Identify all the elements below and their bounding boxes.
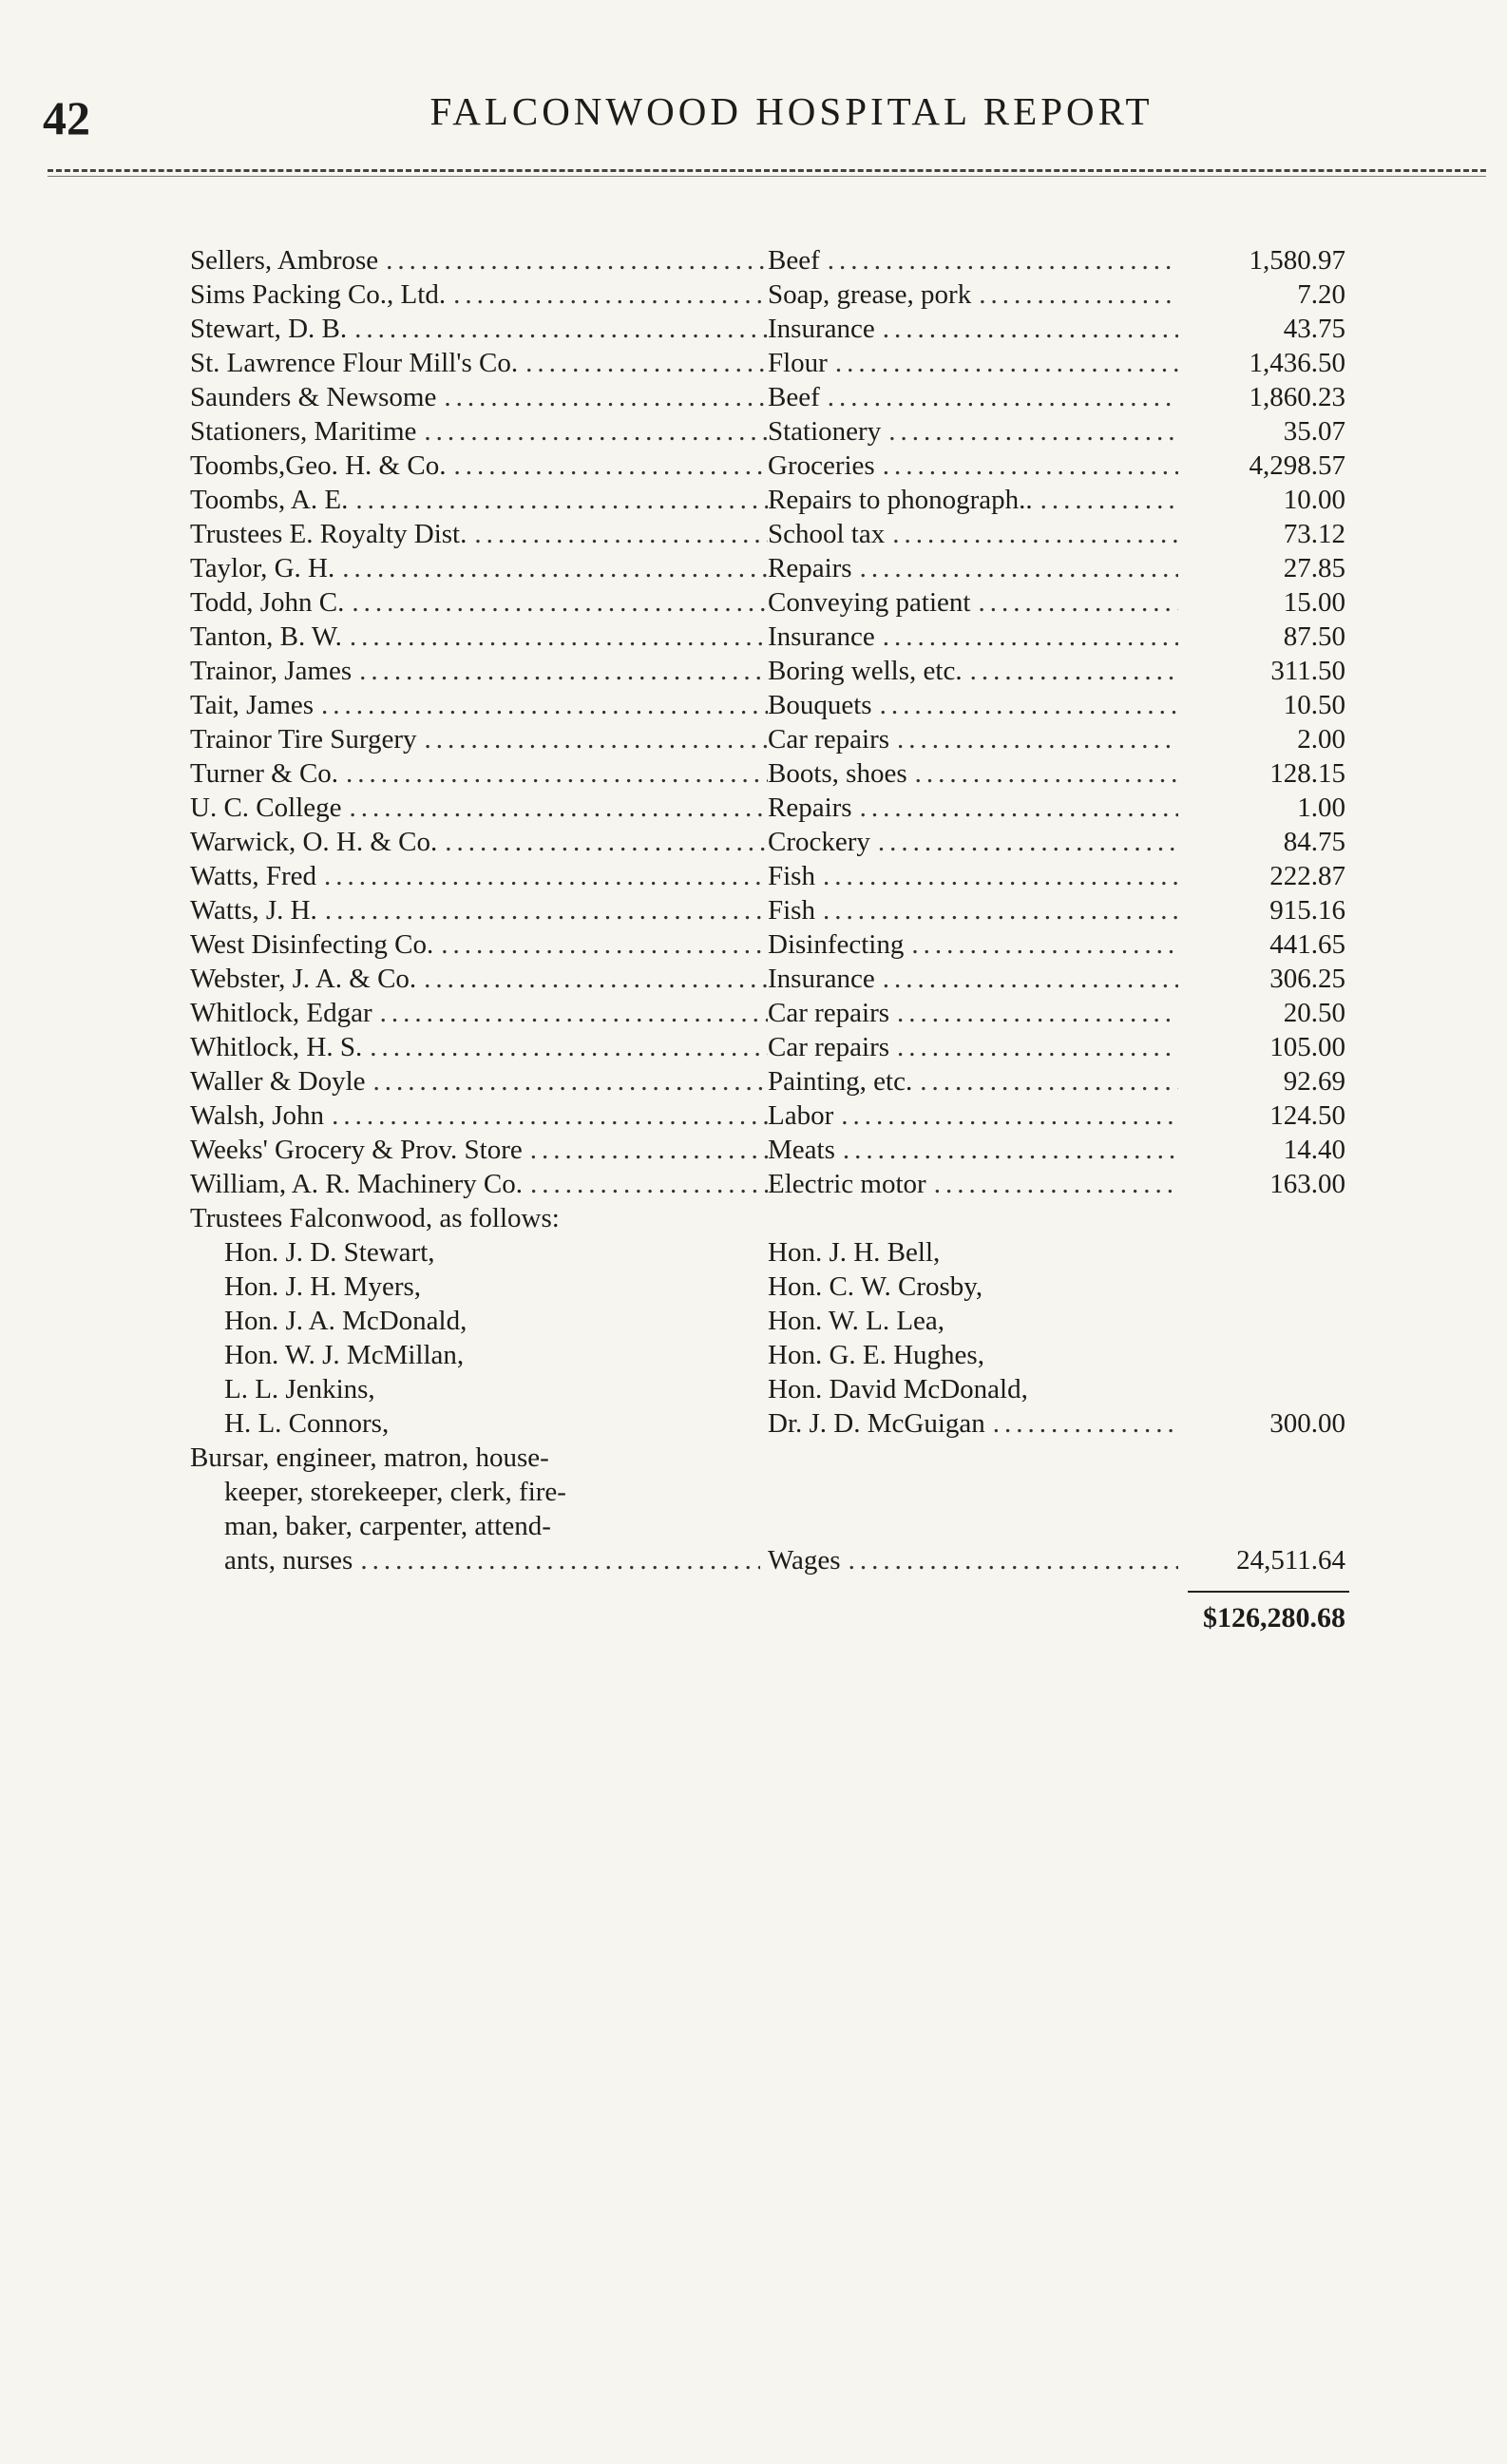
- payee-name: Watts, Fred: [190, 861, 316, 891]
- payee-name: William, A. R. Machinery Co.: [190, 1169, 524, 1199]
- leader-dots: [359, 654, 768, 688]
- leader-dots: [860, 791, 1178, 825]
- item-description: Insurance: [768, 621, 875, 652]
- payee-cell: [190, 756, 768, 791]
- payee-name: U. C. College: [190, 793, 342, 823]
- payee-cell: [190, 1133, 768, 1167]
- leader-dots: [979, 277, 1178, 312]
- payee-cell: [190, 688, 768, 722]
- item-description: Crockery: [768, 827, 870, 857]
- wages-description-line: keeper, storekeeper, clerk, fire-: [224, 1477, 566, 1507]
- amount-cell: 43.75: [1283, 314, 1345, 344]
- trustees-heading: Trustees Falconwood, as follows:: [190, 1203, 560, 1233]
- item-description: Insurance: [768, 314, 875, 344]
- trustee-name-right: Dr. J. D. McGuigan: [768, 1408, 985, 1439]
- leader-dots: [911, 927, 1178, 962]
- payee-name: Taylor, G. H.: [190, 553, 335, 583]
- payee-name: Toombs,Geo. H. & Co.: [190, 450, 447, 481]
- trustee-name-left: H. L. Connors,: [224, 1408, 390, 1439]
- ledger-row: [190, 1133, 1359, 1167]
- leader-dots: [350, 620, 768, 654]
- trustee-name-right-cell: [768, 1235, 1178, 1270]
- ledger-row: [190, 722, 1359, 756]
- leader-dots: [823, 893, 1178, 927]
- ledger-row: [190, 1030, 1359, 1064]
- amount-cell: 73.12: [1283, 519, 1345, 549]
- item-description: School tax: [768, 519, 886, 549]
- payee-name: Toombs, A. E.: [190, 485, 349, 515]
- trustee-name-right: Hon. G. E. Hughes,: [768, 1340, 984, 1370]
- payee-cell: [190, 483, 768, 517]
- payee-cell: [190, 1030, 768, 1064]
- payee-cell: [190, 449, 768, 483]
- trustee-row: [190, 1406, 1359, 1441]
- item-description: Flour: [768, 348, 828, 378]
- trustee-name-right-cell: [768, 1406, 1178, 1441]
- item-cell: [768, 791, 1178, 825]
- leader-dots: [823, 859, 1178, 893]
- ledger-row: [190, 414, 1359, 449]
- leader-dots: [424, 414, 768, 449]
- ledger-row: [190, 346, 1359, 380]
- trustee-name-left: Hon. J. H. Myers,: [224, 1271, 422, 1302]
- payee-name: Watts, J. H.: [190, 895, 317, 926]
- trustee-name-right: Hon. J. H. Bell,: [768, 1237, 941, 1268]
- ledger-row: [190, 243, 1359, 277]
- ledger-row: [190, 893, 1359, 927]
- leader-dots: [828, 243, 1178, 277]
- trustee-name-left: L. L. Jenkins,: [224, 1374, 375, 1404]
- item-cell: [768, 859, 1178, 893]
- item-description: Bouquets: [768, 690, 872, 720]
- ledger-entries: [190, 243, 1359, 1201]
- item-cell: [768, 312, 1178, 346]
- item-cell: [768, 1133, 1178, 1167]
- leader-dots: [849, 1543, 1178, 1577]
- amount-cell: 306.25: [1269, 964, 1345, 994]
- ledger-row: [190, 380, 1359, 414]
- item-cell: [768, 996, 1178, 1030]
- trustee-row: [190, 1338, 1359, 1372]
- amount-cell: 1,436.50: [1249, 348, 1345, 378]
- item-description: Car repairs: [768, 724, 890, 754]
- leader-dots: [354, 312, 768, 346]
- item-cell: [768, 1098, 1178, 1133]
- item-cell: [768, 346, 1178, 380]
- payee-name: St. Lawrence Flour Mill's Co.: [190, 348, 519, 378]
- leader-dots: [332, 1098, 768, 1133]
- item-cell: [768, 620, 1178, 654]
- leader-dots: [978, 585, 1178, 620]
- payee-name: Warwick, O. H. & Co.: [190, 827, 438, 857]
- leader-dots: [386, 243, 768, 277]
- item-description: Stationery: [768, 416, 882, 447]
- ledger-row: [190, 859, 1359, 893]
- item-cell: [768, 756, 1178, 791]
- wages-item-label: Wages: [768, 1545, 841, 1576]
- leader-dots: [841, 1098, 1178, 1133]
- leader-dots: [883, 962, 1178, 996]
- item-description: Repairs: [768, 793, 852, 823]
- payee-name: Stationers, Maritime: [190, 416, 417, 447]
- leader-dots: [897, 996, 1178, 1030]
- item-description: Repairs to phonograph..: [768, 485, 1033, 515]
- ledger-row: [190, 517, 1359, 551]
- leader-dots: [970, 654, 1178, 688]
- leader-dots: [888, 414, 1178, 449]
- payee-cell: [190, 927, 768, 962]
- item-cell: [768, 277, 1178, 312]
- item-description: Insurance: [768, 964, 875, 994]
- trustee-name-left: Hon. J. D. Stewart,: [224, 1237, 435, 1268]
- ledger-row: [190, 688, 1359, 722]
- item-cell: [768, 243, 1178, 277]
- payee-cell: [190, 517, 768, 551]
- payee-cell: [190, 346, 768, 380]
- leader-dots: [883, 312, 1178, 346]
- leader-dots: [355, 483, 768, 517]
- leader-dots: [441, 927, 768, 962]
- item-description: Beef: [768, 382, 820, 412]
- leader-dots: [380, 996, 768, 1030]
- leader-dots: [425, 722, 769, 756]
- leader-dots: [352, 585, 768, 620]
- trustee-list: [190, 1235, 1359, 1441]
- leader-dots: [373, 1064, 769, 1098]
- running-head: FALCONWOOD HOSPITAL REPORT: [429, 89, 1154, 133]
- item-description: Fish: [768, 895, 815, 926]
- trustee-name-left: Hon. J. A. McDonald,: [224, 1306, 467, 1336]
- amount-cell: 915.16: [1269, 895, 1345, 926]
- payee-cell: [190, 243, 768, 277]
- payee-cell: [190, 312, 768, 346]
- leader-dots: [1040, 483, 1178, 517]
- ledger-row: [190, 551, 1359, 585]
- leader-dots: [843, 1133, 1178, 1167]
- amount-cell: 92.69: [1283, 1066, 1345, 1097]
- item-description: Boots, shoes: [768, 758, 907, 789]
- item-description: Fish: [768, 861, 815, 891]
- leader-dots: [525, 346, 768, 380]
- payee-name: Webster, J. A. & Co.: [190, 964, 417, 994]
- item-cell: [768, 380, 1178, 414]
- item-cell: [768, 962, 1178, 996]
- item-cell: [768, 449, 1178, 483]
- amount-cell: 441.65: [1269, 929, 1345, 960]
- trustee-name-left: Hon. W. J. McMillan,: [224, 1340, 465, 1370]
- leader-dots: [915, 756, 1178, 791]
- item-description: Groceries: [768, 450, 875, 481]
- leader-dots: [350, 791, 769, 825]
- payee-cell: [190, 825, 768, 859]
- item-cell: [768, 585, 1178, 620]
- leader-dots: [342, 551, 768, 585]
- ledger-row: [190, 756, 1359, 791]
- payee-name: Todd, John C.: [190, 587, 345, 618]
- total-area: [190, 1577, 1359, 1653]
- payee-name: Tait, James: [190, 690, 315, 720]
- wages-description-text: ants, nurses: [224, 1545, 353, 1576]
- amount-cell: 20.50: [1283, 998, 1345, 1028]
- wages-description-line: man, baker, carpenter, attend-: [224, 1511, 551, 1541]
- amount-cell: 14.40: [1283, 1135, 1345, 1165]
- item-cell: [768, 1167, 1178, 1201]
- payee-name: Sims Packing Co., Ltd.: [190, 279, 447, 310]
- item-cell: [768, 825, 1178, 859]
- trustee-name-right-cell: [768, 1372, 1178, 1406]
- trustee-row: [190, 1372, 1359, 1406]
- payee-name: Weeks' Grocery & Prov. Store: [190, 1135, 523, 1165]
- ledger-row: [190, 825, 1359, 859]
- ledger-row: [190, 654, 1359, 688]
- payee-cell: [190, 791, 768, 825]
- ledger-row: [190, 585, 1359, 620]
- trustee-row: [190, 1304, 1359, 1338]
- leader-dots: [897, 722, 1178, 756]
- wages-payee: [190, 1441, 760, 1577]
- trustee-row: [190, 1235, 1359, 1270]
- leader-dots: [828, 380, 1178, 414]
- item-cell: [768, 688, 1178, 722]
- amount-cell: 15.00: [1283, 587, 1345, 618]
- leader-dots: [346, 756, 768, 791]
- amount-cell: 1,580.97: [1249, 245, 1345, 276]
- amount-cell: 27.85: [1283, 553, 1345, 583]
- amount-cell: 35.07: [1283, 416, 1345, 447]
- amount-cell: 1,860.23: [1249, 382, 1345, 412]
- ledger-row: [190, 962, 1359, 996]
- wages-description-line: [190, 1543, 760, 1577]
- payee-name: Tanton, B. W.: [190, 621, 342, 652]
- item-description: Repairs: [768, 553, 852, 583]
- payee-name: Sellers, Ambrose: [190, 245, 379, 276]
- item-cell: [768, 893, 1178, 927]
- item-cell: [768, 483, 1178, 517]
- leader-dots: [324, 859, 768, 893]
- payee-name: Whitlock, H. S.: [190, 1032, 363, 1062]
- wages-amount: 24,511.64: [1236, 1545, 1345, 1576]
- payee-name: Trainor Tire Surgery: [190, 724, 417, 754]
- leader-dots: [883, 449, 1178, 483]
- amount-cell: 124.50: [1269, 1100, 1345, 1131]
- payee-name: Saunders & Newsome: [190, 382, 437, 412]
- amount-cell: 10.00: [1283, 485, 1345, 515]
- leader-dots: [897, 1030, 1178, 1064]
- leader-dots: [883, 620, 1178, 654]
- item-description: Electric motor: [768, 1169, 926, 1199]
- expenditure-ledger: [190, 243, 1359, 1653]
- payee-name: Stewart, D. B.: [190, 314, 348, 344]
- item-description: Boring wells, etc.: [768, 656, 963, 686]
- payee-name: West Disinfecting Co.: [190, 929, 434, 960]
- leader-dots: [453, 449, 768, 483]
- amount-cell: 10.50: [1283, 690, 1345, 720]
- payee-cell: [190, 1167, 768, 1201]
- ledger-row: [190, 1064, 1359, 1098]
- leader-dots: [920, 1064, 1178, 1098]
- leader-dots: [325, 893, 768, 927]
- item-cell: [768, 414, 1178, 449]
- amount-cell: 7.20: [1297, 279, 1345, 310]
- trustee-name-right-cell: [768, 1338, 1178, 1372]
- amount-cell: 128.15: [1269, 758, 1345, 789]
- trustees-amount: 300.00: [1269, 1408, 1345, 1439]
- grand-total: $126,280.68: [1203, 1602, 1345, 1633]
- amount-cell: 87.50: [1283, 621, 1345, 652]
- ledger-row: [190, 483, 1359, 517]
- item-cell: [768, 1030, 1178, 1064]
- payee-cell: [190, 551, 768, 585]
- trustee-name-right-cell: [768, 1304, 1178, 1338]
- page-number: 42: [43, 91, 90, 144]
- trustee-row: [190, 1270, 1359, 1304]
- leader-dots: [453, 277, 768, 312]
- payee-name: Turner & Co.: [190, 758, 339, 789]
- leader-dots: [934, 1167, 1178, 1201]
- item-description: Painting, etc.: [768, 1066, 913, 1097]
- amount-cell: 163.00: [1269, 1169, 1345, 1199]
- payee-name: Trustees E. Royalty Dist.: [190, 519, 467, 549]
- ledger-row: [190, 927, 1359, 962]
- item-description: Disinfecting: [768, 929, 905, 960]
- leader-dots: [360, 1543, 760, 1577]
- item-cell: [768, 927, 1178, 962]
- item-description: Meats: [768, 1135, 835, 1165]
- payee-cell: [190, 722, 768, 756]
- payee-cell: [190, 380, 768, 414]
- payee-cell: [190, 1064, 768, 1098]
- ledger-row: [190, 1167, 1359, 1201]
- amount-cell: 222.87: [1269, 861, 1345, 891]
- leader-dots: [370, 1030, 768, 1064]
- leader-dots: [892, 517, 1178, 551]
- payee-cell: [190, 620, 768, 654]
- leader-dots: [530, 1133, 768, 1167]
- trustee-name-right: Hon. David McDonald,: [768, 1374, 1028, 1404]
- item-description: Soap, grease, pork: [768, 279, 972, 310]
- payee-cell: [190, 859, 768, 893]
- ledger-row: [190, 791, 1359, 825]
- wages-entry: [190, 1441, 1359, 1577]
- item-description: Conveying patient: [768, 587, 971, 618]
- item-description: Beef: [768, 245, 820, 276]
- amount-cell: 311.50: [1270, 656, 1345, 686]
- wages-item: [768, 1543, 1178, 1577]
- amount-cell: 2.00: [1297, 724, 1345, 754]
- leader-dots: [424, 962, 768, 996]
- leader-dots: [880, 688, 1178, 722]
- payee-cell: [190, 585, 768, 620]
- trustee-name-right: Hon. C. W. Crosby,: [768, 1271, 983, 1302]
- payee-cell: [190, 893, 768, 927]
- item-description: Car repairs: [768, 1032, 890, 1062]
- sum-rule: [1188, 1591, 1349, 1593]
- item-cell: [768, 722, 1178, 756]
- payee-name: Waller & Doyle: [190, 1066, 366, 1097]
- payee-cell: [190, 1098, 768, 1133]
- item-cell: [768, 551, 1178, 585]
- ledger-row: [190, 996, 1359, 1030]
- item-cell: [768, 654, 1178, 688]
- amount-cell: 84.75: [1283, 827, 1345, 857]
- leader-dots: [993, 1406, 1178, 1441]
- payee-name: Whitlock, Edgar: [190, 998, 372, 1028]
- payee-cell: [190, 996, 768, 1030]
- payee-cell: [190, 277, 768, 312]
- ledger-row: [190, 620, 1359, 654]
- leader-dots: [445, 825, 768, 859]
- payee-name: Trainor, James: [190, 656, 353, 686]
- amount-cell: 1.00: [1297, 793, 1345, 823]
- payee-cell: [190, 414, 768, 449]
- payee-name: Walsh, John: [190, 1100, 325, 1131]
- leader-dots: [530, 1167, 768, 1201]
- ledger-row: [190, 1098, 1359, 1133]
- ledger-row: [190, 312, 1359, 346]
- leader-dots: [474, 517, 768, 551]
- wages-description-line: Bursar, engineer, matron, house-: [190, 1442, 549, 1473]
- leader-dots: [860, 551, 1178, 585]
- leader-dots: [444, 380, 768, 414]
- leader-dots: [878, 825, 1178, 859]
- ledger-row: [190, 277, 1359, 312]
- payee-cell: [190, 962, 768, 996]
- item-cell: [768, 1064, 1178, 1098]
- amount-cell: 105.00: [1269, 1032, 1345, 1062]
- trustee-name-right: Hon. W. L. Lea,: [768, 1306, 945, 1336]
- trustee-name-right-cell: [768, 1270, 1178, 1304]
- amount-cell: 4,298.57: [1249, 450, 1345, 481]
- leader-dots: [835, 346, 1178, 380]
- header-rule: [48, 169, 1486, 177]
- item-description: Labor: [768, 1100, 834, 1131]
- leader-dots: [321, 688, 768, 722]
- payee-cell: [190, 654, 768, 688]
- item-description: Car repairs: [768, 998, 890, 1028]
- ledger-row: [190, 449, 1359, 483]
- item-cell: [768, 517, 1178, 551]
